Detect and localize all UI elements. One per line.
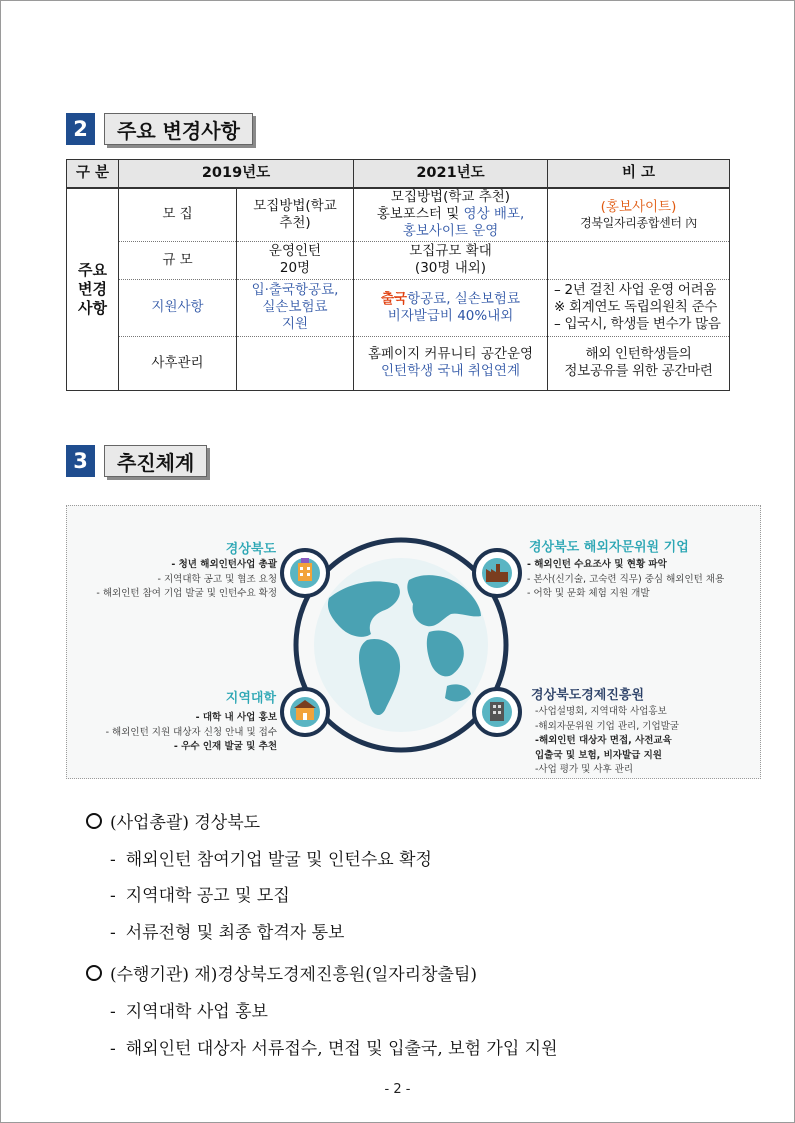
cell-2021-line: 인턴학생 국내 취업연계 [381, 363, 520, 379]
text-fragment: 항공료, 실손보험료 [407, 290, 520, 307]
list-item-text: 서류전형 및 최종 합격자 통보 [125, 923, 345, 943]
cell-2021 [354, 188, 548, 241]
dash-bullet-icon: - [110, 1039, 116, 1059]
section-2-header [66, 113, 253, 145]
table-row [67, 188, 730, 241]
list-item-text: 지역대학 공고 및 모집 [125, 886, 290, 906]
row-label: 모 집 [119, 188, 237, 241]
note-line: – 입국시, 학생들 변수가 많음 [554, 315, 721, 332]
cell-2019 [237, 336, 354, 390]
list-item: - 청년 해외인턴사업 총괄 [171, 559, 277, 570]
note-line: (홍보사이트) [600, 198, 677, 215]
cell-note [548, 188, 730, 241]
office-icon [474, 689, 520, 735]
cell-2021-line: 모집규모 확대 [409, 243, 492, 260]
cell-2021-line: 모집방법(학교 추천) [390, 189, 511, 206]
factory-icon [474, 550, 520, 596]
highlight-text: 출국 [380, 290, 408, 307]
list-item: - 해외인턴 참여 기업 발굴 및 인턴수요 확정 [96, 588, 277, 599]
cell-2021-line: 홍보사이트 운영 [402, 223, 499, 240]
list-item: -사업 평가 및 사후 관리 [535, 764, 634, 775]
list-item: -사업설명회, 지역대학 사업홍보 [535, 706, 667, 717]
header-2019: 2019년도 [119, 160, 354, 189]
globe-icon [314, 558, 488, 732]
list-item: -해외인턴 대상자 면접, 사전교육 [535, 735, 672, 746]
table-row [67, 241, 730, 279]
list-item: - 어학 및 문화 체험 지원 개발 [527, 588, 650, 599]
dash-bullet-icon: - [110, 923, 116, 943]
list-item [110, 997, 268, 1022]
cell-note [548, 336, 730, 390]
cell-2019: 입·출국항공료, 실손보험료 지원 [237, 279, 354, 336]
page-number: - 2 - [384, 1082, 411, 1097]
list-item-text: 지역대학 사업 홍보 [125, 1002, 268, 1022]
list-item [110, 1034, 558, 1059]
list-item: - 해외인턴 수요조사 및 현황 파악 [527, 559, 667, 570]
text-fragment: 홍보포스터 및 [376, 206, 464, 223]
cell-note [548, 241, 730, 279]
list-item: 입출국 및 보험, 비자발급 지원 [535, 749, 662, 761]
note-line: 정보공유를 위한 공간마련 [564, 363, 713, 379]
dash-bullet-icon: - [110, 1002, 116, 1022]
cell-2019: 모집방법(학교 추천) [237, 188, 354, 241]
node-title-economic-agency: 경상북도경제진흥원 [531, 688, 645, 703]
changes-table [66, 159, 730, 391]
circle-bullet-icon [86, 965, 102, 981]
list-item-text: 해외인턴 대상자 서류접수, 면접 및 입출국, 보험 가입 지원 [125, 1039, 558, 1059]
building-icon [282, 550, 328, 596]
cell-2021-line [356, 291, 545, 308]
list-item: -해외자문위원 기업 관리, 기업발굴 [535, 720, 679, 732]
node-title-gyeongbuk: 경상북도 [225, 542, 276, 557]
row-label: 규 모 [119, 241, 237, 279]
cell-2021-line: (30명 내외) [414, 260, 487, 276]
node-list-economic-agency [535, 705, 679, 778]
list-item-text: 해외인턴 참여기업 발굴 및 인턴수요 확정 [125, 850, 432, 870]
note-line: 경북일자리종합센터 內 [580, 215, 697, 230]
node-title-advisory-companies: 경상북도 해외자문위원 기업 [529, 540, 689, 555]
cell-2019: 운영인턴 20명 [237, 241, 354, 279]
cell-2021 [354, 336, 548, 390]
note-line: ※ 회계연도 독립의원칙 준수 [554, 299, 718, 316]
cell-2021 [354, 279, 548, 336]
circle-bullet-icon [86, 813, 102, 829]
section-number: 2 [66, 113, 95, 145]
list-item: - 지역대학 공고 및 협조 요청 [157, 573, 277, 585]
list-item: - 해외인턴 지원 대상자 신청 안내 및 접수 [105, 726, 277, 738]
header-note: 비 고 [548, 160, 730, 189]
list-item: - 대학 내 사업 홍보 [195, 712, 277, 723]
row-label: 사후관리 [119, 336, 237, 390]
node-list-gyeongbuk [96, 558, 277, 602]
dash-bullet-icon: - [110, 850, 116, 870]
node-list-advisory-companies [527, 558, 724, 602]
node-title-university: 지역대학 [225, 691, 276, 706]
table-row [67, 279, 730, 336]
row-label: 지원사항 [119, 279, 237, 336]
row-group-label: 주요 변경 사항 [67, 188, 119, 390]
dash-bullet-icon: - [110, 886, 116, 906]
section-title: 추진체계 [104, 445, 207, 477]
note-line: 해외 인턴학생들의 [585, 346, 692, 363]
section-3-header [66, 445, 207, 477]
note-line: – 2년 걸친 사업 운영 어려움 [554, 282, 717, 299]
list-item: - 우수 인재 발굴 및 추천 [173, 741, 277, 752]
organization-diagram [66, 505, 761, 779]
list-item: - 본사(신기술, 고숙련 직무) 중심 해외인턴 채용 [527, 573, 725, 585]
list-item [110, 918, 344, 943]
list-item-text: (사업총괄) 경상북도 [110, 813, 261, 833]
cell-2021-line: 홈페이지 커뮤니티 공간운영 [367, 346, 534, 363]
cell-2021 [354, 241, 548, 279]
section-title: 주요 변경사항 [104, 113, 253, 145]
node-list-university [106, 711, 277, 755]
table-row [67, 336, 730, 390]
cell-2021-line: 비자발급비 40%내외 [387, 307, 514, 324]
text-fragment: 영상 배포, [463, 206, 525, 223]
table-header-row [67, 160, 730, 189]
list-item-text: (수행기관) 재)경상북도경제진흥원(일자리창출팀) [110, 965, 478, 985]
header-2021: 2021년도 [354, 160, 548, 189]
university-icon [282, 689, 328, 735]
cell-2021-line [356, 206, 545, 223]
list-item [86, 960, 477, 985]
section-number: 3 [66, 445, 95, 477]
list-item [86, 808, 260, 833]
header-category: 구 분 [67, 160, 119, 189]
cell-note [548, 279, 730, 336]
list-item [110, 845, 432, 870]
list-item [110, 881, 290, 906]
